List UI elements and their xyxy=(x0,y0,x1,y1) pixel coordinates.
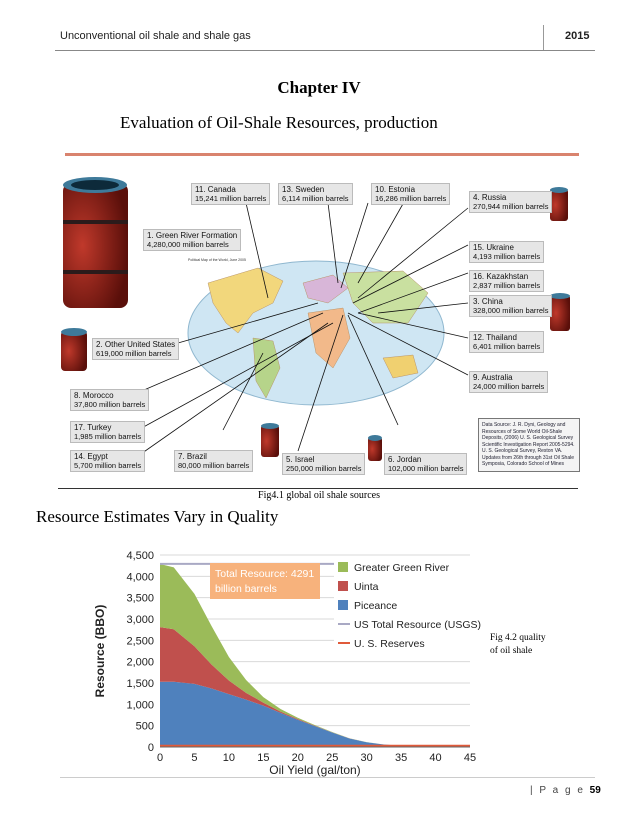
y-tick-label: 0 xyxy=(147,742,154,754)
header-title: Unconventional oil shale and shale gas xyxy=(60,30,251,42)
y-tick-label: 500 xyxy=(135,720,154,733)
x-tick-label: 15 xyxy=(257,752,270,764)
label-brazil: 7. Brazil 80,000 million barrels xyxy=(174,450,253,472)
page-prefix: | P a g e xyxy=(530,785,590,796)
y-tick-label: 3,500 xyxy=(126,592,154,605)
legend-label: Piceance xyxy=(354,600,398,612)
page-value: 59 xyxy=(589,785,601,796)
label-jordan: 6. Jordan 102,000 million barrels xyxy=(384,453,467,475)
y-tick-label: 4,000 xyxy=(126,571,154,584)
label-turkey: 17. Turkey 1,985 million barrels xyxy=(70,421,145,443)
label-australia: 9. Australia 24,000 million barrels xyxy=(469,371,548,393)
label-egypt: 14. Egypt 5,700 million barrels xyxy=(70,450,145,472)
area-piceance xyxy=(160,682,470,747)
y-tick-label: 4,500 xyxy=(126,550,154,562)
y-tick-label: 3,000 xyxy=(126,614,154,626)
figure-caption-2-line2: of oil shale xyxy=(490,646,533,656)
callout-text-line2: billion barrels xyxy=(215,583,277,595)
legend-swatch xyxy=(338,562,348,572)
barrel-icon-jordan xyxy=(368,435,382,461)
figure-caption-2 xyxy=(490,632,546,658)
chapter-subtitle: Evaluation of Oil-Shale Resources, production xyxy=(120,113,438,132)
x-tick-label: 5 xyxy=(191,752,198,764)
header-rule xyxy=(55,50,595,51)
label-sweden: 13. Sweden 6,114 million barrels xyxy=(278,183,353,205)
label-estonia: 10. Estonia 16,286 million barrels xyxy=(371,183,450,205)
world-map-figure xyxy=(58,163,578,489)
header-separator xyxy=(543,25,544,50)
label-kazakhstan: 16. Kazakhstan 2,837 million barrels xyxy=(469,270,544,292)
footer-rule xyxy=(60,777,595,778)
x-axis-label: Oil Yield (gal/ton) xyxy=(269,763,361,777)
callout-text-line1: Total Resource: 4291 xyxy=(215,568,315,580)
barrel-icon-china xyxy=(550,293,570,331)
y-tick-label: 2,000 xyxy=(126,656,154,669)
x-tick-label: 0 xyxy=(156,752,164,764)
label-thailand: 12. Thailand 6,401 million barrels xyxy=(469,331,544,353)
resource-chart xyxy=(90,545,485,777)
section-heading: Resource Estimates Vary in Quality xyxy=(36,507,279,526)
figure-caption-1: Fig4.1 global oil shale sources xyxy=(258,490,380,501)
y-axis-label: Resource (BBO) xyxy=(93,604,107,698)
divider-rule xyxy=(65,153,579,156)
legend-swatch xyxy=(338,581,348,591)
big-barrel-icon xyxy=(63,177,128,308)
barrel-icon-us xyxy=(61,328,87,371)
label-china: 3. China 328,000 million barrels xyxy=(469,295,552,317)
label-canada: 11. Canada 15,241 million barrels xyxy=(191,183,270,205)
label-russia: 4. Russia 270,944 million barrels xyxy=(469,191,552,213)
x-tick-label: 25 xyxy=(326,752,339,764)
label-green-river: 1. Green River Formation 4,280,000 million barrels xyxy=(143,229,241,251)
x-tick-label: 30 xyxy=(360,752,373,764)
x-tick-label: 10 xyxy=(222,752,236,764)
barrel-icon-russia xyxy=(550,187,568,221)
legend-label: Greater Green River xyxy=(354,562,450,574)
x-tick-label: 40 xyxy=(429,752,442,764)
label-morocco: 8. Morocco 37,800 million barrels xyxy=(70,389,149,411)
x-tick-label: 35 xyxy=(394,752,408,764)
header-year: 2015 xyxy=(565,30,590,42)
data-source-note: Data Source: J. R. Dyni, Geology and Resources of Some World Oil-Shale Deposits, (2006) U. S. Geological Survey Scientific Investigation Report 2005-5294. U. S. Geological Survey, Reston VA. Updates from 26th through 31st Oil Shale Symposia, Colorado School of Mines xyxy=(478,418,580,472)
y-tick-label: 1,000 xyxy=(126,699,154,712)
page-number xyxy=(530,785,601,796)
legend-label: US Total Resource (USGS) xyxy=(354,619,482,631)
chapter-title: Chapter IV xyxy=(277,78,361,97)
x-tick-label: 20 xyxy=(291,752,304,764)
label-israel: 5. Israel 250,000 million barrels xyxy=(282,453,365,475)
y-tick-label: 2,500 xyxy=(126,635,154,648)
legend-label: Uinta xyxy=(354,581,379,593)
figure-caption-2-line1: Fig 4.2 quality xyxy=(490,633,546,643)
barrel-icon-israel xyxy=(261,423,279,457)
label-other-us: 2. Other United States 619,000 million barrels xyxy=(92,338,179,360)
legend-label: U. S. Reserves xyxy=(354,638,425,650)
label-ukraine: 15. Ukraine 4,193 million barrels xyxy=(469,241,544,263)
y-tick-label: 1,500 xyxy=(126,678,154,690)
map-title: Political Map of the World, June 2005 xyxy=(188,258,246,262)
legend-swatch xyxy=(338,600,348,610)
x-tick-label: 45 xyxy=(463,752,477,764)
